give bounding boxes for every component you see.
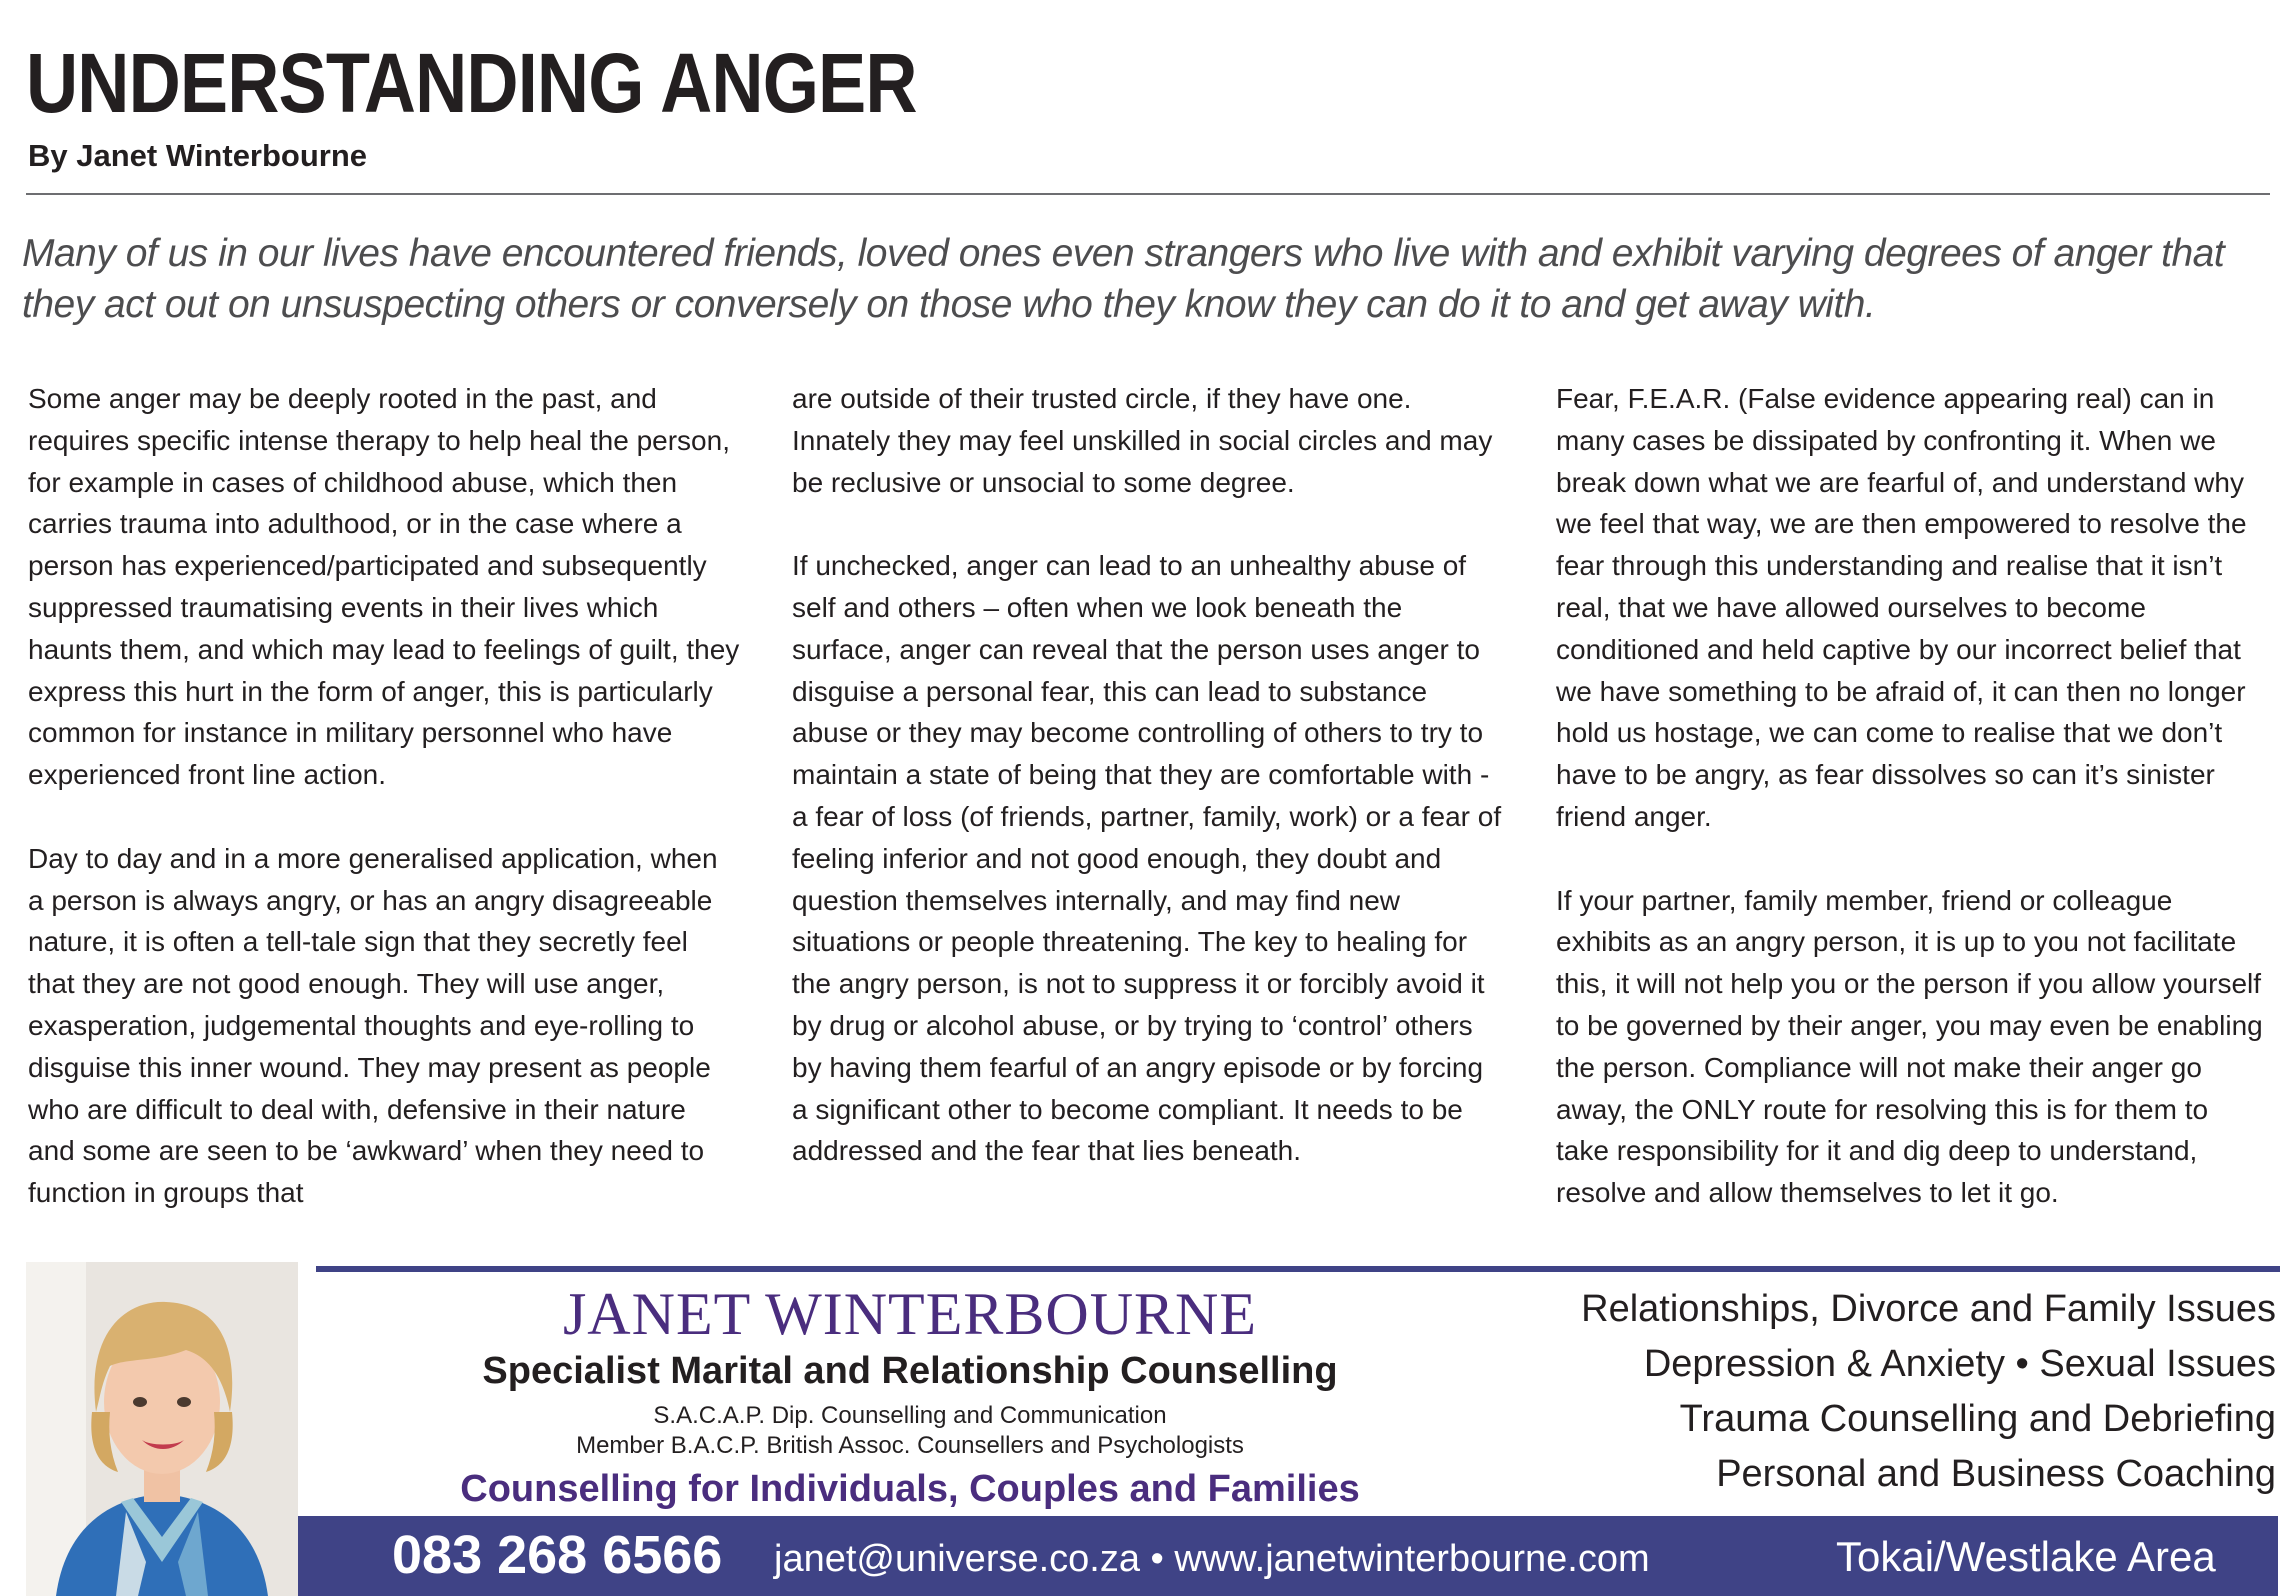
service-item: Trauma Counselling and Debriefing xyxy=(1679,1398,2276,1440)
counsellor-name: JANET WINTERBOURNE xyxy=(562,1281,1258,1347)
services-list xyxy=(1496,1282,2276,1502)
header-divider xyxy=(26,193,2270,195)
paragraph: Fear, F.E.A.R. (False evidence appearing real) can in many cases be dissipated by confronting it. When we break down what we are fearful of, and understand why we feel that way, we are then empowered to resolve the fear through this understanding and realise that it isn’t real, that we have allowed ourselves to become conditioned and held captive by our incorrect belief that we have something to be afraid of, it can then no longer hold us hostage, we can come to realise that we don’t have to be angry, as fear dissolves so can it’s sinister friend anger. xyxy=(1556,383,2247,832)
counsellor-photo xyxy=(26,1262,298,1596)
service-item: Depression & Anxiety • Sexual Issues xyxy=(1643,1343,2276,1385)
article-column-1 xyxy=(28,378,740,1256)
article-column-2 xyxy=(792,378,1504,1214)
paragraph: If your partner, family member, friend or colleague exhibits as an angry person, it is up to you not facilitate this, it will not help you or the person if you allow yourself to be governed by their anger, you may even be enabling the person. Compliance will not make their anger go away, the ONLY route for resolving this is for them to take responsibility for it and dig deep to understand, resolve and allow themselves to let it go. xyxy=(1556,884,2263,1209)
paragraph: If unchecked, anger can lead to an unhealthy abuse of self and others – often when we look beneath the surface, anger can reveal that the person uses anger to disguise a personal fear, this can lead to substance abuse or they may become controlling of others to try to maintain a state of being that they are comfortable with - a fear of loss (of friends, partner, family, work) or a fear of feeling inferior and not good enough, they doubt and question themselves internally, and may find new situations or people threatening. The key to healing for the angry person, is not to suppress it or forcibly avoid it by drug or alcohol abuse, or by trying to ‘control’ others by having them fearful of an angry episode or by forcing a significant other to become compliant. It needs to be addressed and the fear that lies beneath. xyxy=(792,550,1502,1167)
service-item: Personal and Business Coaching xyxy=(1716,1453,2276,1495)
paragraph: are outside of their trusted circle, if they have one. Innately they may feel unskilled in social circles and may be reclusive or unsocial to some degree. xyxy=(792,383,1493,498)
specialty-heading: Specialist Marital and Relationship Counselling xyxy=(482,1350,1338,1392)
article-intro: Many of us in our lives have encountered friends, loved ones even strangers who live with and exhibit varying degrees of anger that they act out on unsuspecting others or conversely on those who they know they can do it to and get away with. xyxy=(22,232,2225,326)
phone-number[interactable]: 083 268 6566 xyxy=(392,1525,723,1585)
service-area: Tokai/Westlake Area xyxy=(1836,1533,2216,1580)
paragraph: Some anger may be deeply rooted in the past, and requires specific intense therapy to help heal the person, for example in cases of childhood abuse, which then carries trauma into adulthood, or in the case where a person has experienced/participated and subsequently suppressed traumatising events in their lives which haunts them, and which may lead to feelings of guilt, they express this hurt in the form of anger, this is particularly common for instance in military personnel who have experienced front line action. xyxy=(28,383,740,791)
article-byline: By Janet Winterbourne xyxy=(28,138,368,173)
ad-tagline: Counselling for Individuals, Couples and Families xyxy=(460,1468,1360,1510)
credential-line: S.A.C.A.P. Dip. Counselling and Communication xyxy=(653,1402,1167,1429)
article-title: UNDERSTANDING ANGER xyxy=(26,36,917,130)
email-and-website[interactable]: janet@universe.co.za • www.janetwinterbourne.com xyxy=(774,1538,1650,1580)
paragraph: Day to day and in a more generalised application, when a person is always angry, or has an angry disagreeable nature, it is often a tell-tale sign that they secretly feel that they are not good enough. They will use anger, exasperation, judgemental thoughts and eye-rolling to disguise this inner wound. They may present as people who are difficult to deal with, defensive in their nature and some are seen to be ‘awkward’ when they need to function in groups that xyxy=(28,842,718,1209)
credential-line: Member B.A.C.P. British Assoc. Counsellers and Psychologists xyxy=(576,1432,1244,1459)
service-item: Relationships, Divorce and Family Issues xyxy=(1581,1288,2276,1330)
article-column-3 xyxy=(1556,378,2268,1256)
article-body xyxy=(28,378,2272,1208)
portrait-image xyxy=(26,1262,298,1596)
ad-top-rule xyxy=(316,1266,2280,1272)
